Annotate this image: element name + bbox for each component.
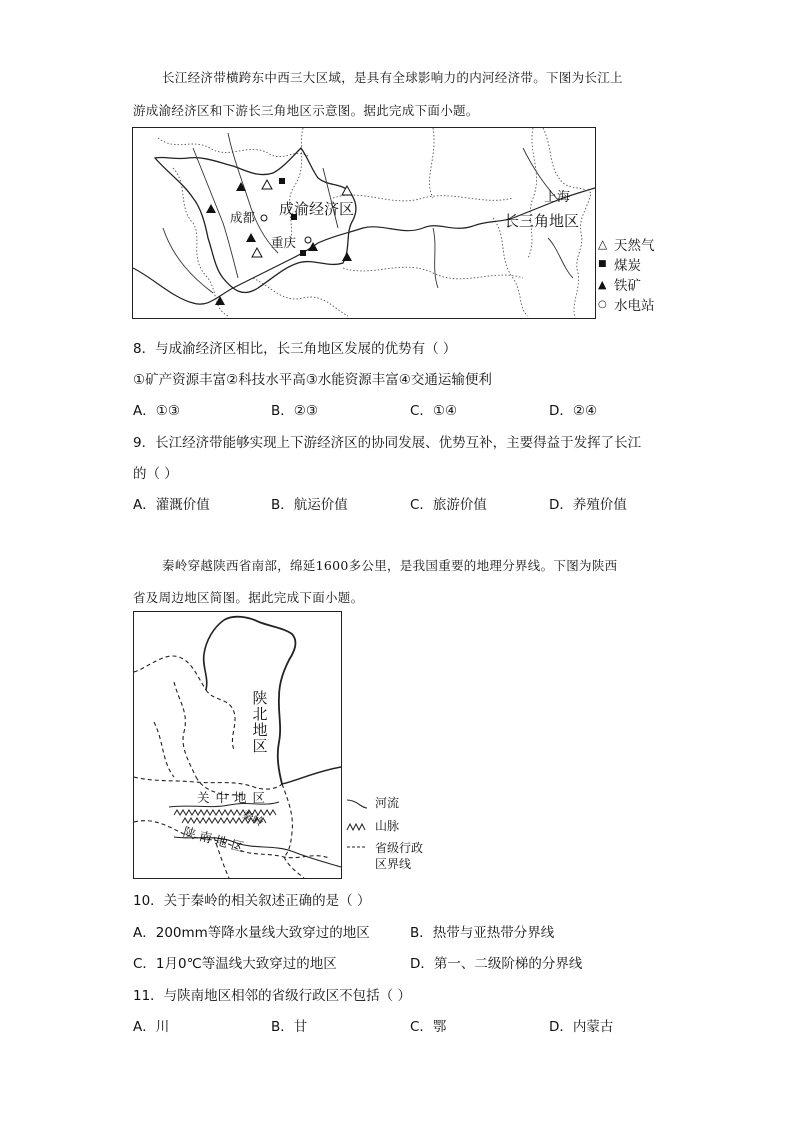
q8-items: ①矿产资源丰富②科技水平高③水能资源丰富④交通运输便利 bbox=[133, 372, 492, 388]
q8-option-d[interactable]: D．②④ bbox=[549, 403, 598, 419]
legend-river: 河流 bbox=[346, 792, 423, 813]
legend-provincial-boundary: 省级行政 区界线 bbox=[346, 840, 423, 872]
q10-stem: 10．关于秦岭的相关叙述正确的是（ ） bbox=[133, 893, 371, 909]
legend-coal: ■ 煤炭 bbox=[598, 258, 641, 274]
label-shannan: 陕南地区 bbox=[181, 823, 250, 856]
label-chongqing: 重庆 bbox=[271, 235, 297, 250]
passage1-line1: 长江经济带横跨东中西三大区域，是具有全球影响力的内河经济带。下图为长江上 bbox=[162, 70, 623, 85]
map1-legend bbox=[598, 234, 655, 314]
q10-option-d[interactable]: D．第一、二级阶梯的分界线 bbox=[410, 956, 583, 972]
mountain-icon bbox=[346, 819, 368, 833]
q10-option-a[interactable]: A．200mm等降水量线大致穿过的地区 bbox=[133, 925, 370, 941]
label-yangtze-delta: 长三角地区 bbox=[504, 212, 580, 230]
label-chengdu: 成都 bbox=[230, 210, 256, 225]
label-guanzhong: 关中地区 bbox=[197, 790, 272, 805]
q11-option-b[interactable]: B．甘 bbox=[271, 1019, 308, 1035]
passage2-line2: 省及周边地区简图。据此完成下面小题。 bbox=[133, 590, 364, 605]
q11-option-c[interactable]: C．鄂 bbox=[410, 1019, 447, 1035]
q11-option-a[interactable]: A．川 bbox=[133, 1019, 170, 1035]
map2-legend bbox=[346, 792, 423, 872]
q9-option-d[interactable]: D．养殖价值 bbox=[549, 497, 627, 513]
river-icon bbox=[346, 796, 368, 810]
iron-ore-icon: ▲ bbox=[598, 277, 607, 291]
q8-option-a[interactable]: A．①③ bbox=[133, 403, 180, 419]
q10-option-c[interactable]: C．1月0℃等温线大致穿过的地区 bbox=[133, 956, 337, 972]
label-chengyu-economic-zone: 成渝经济区 bbox=[279, 200, 355, 218]
q9-option-b[interactable]: B．航运价值 bbox=[271, 497, 348, 513]
q8-option-c[interactable]: C．①④ bbox=[410, 403, 458, 419]
coal-icon: ■ bbox=[598, 259, 607, 269]
legend-hydropower: ○ 水电站 bbox=[598, 298, 655, 314]
legend-mountain: 山脉 bbox=[346, 815, 423, 836]
q9-stem-line2: 的（ ） bbox=[133, 466, 178, 482]
legend-natural-gas: △ 天然气 bbox=[598, 237, 655, 254]
hydropower-station-icon: ○ bbox=[598, 298, 607, 310]
q9-option-a[interactable]: A．灌溉价值 bbox=[133, 497, 210, 513]
label-qinling: 秦岭 bbox=[240, 807, 266, 829]
natural-gas-icon: △ bbox=[598, 237, 608, 251]
dashed-boundary-icon bbox=[346, 840, 368, 854]
q9-option-c[interactable]: C．旅游价值 bbox=[410, 497, 487, 513]
legend-iron-ore: ▲ 铁矿 bbox=[598, 277, 641, 294]
q8-option-b[interactable]: B．②③ bbox=[271, 403, 318, 419]
q11-option-d[interactable]: D．内蒙古 bbox=[549, 1019, 614, 1035]
label-shanghai: 上海 bbox=[544, 190, 571, 205]
passage2-line1: 秦岭穿越陕西省南部，绵延1600多公里，是我国重要的地理分界线。下图为陕西 bbox=[162, 558, 618, 573]
q9-stem-line1: 9．长江经济带能够实现上下游经济区的协同发展、优势互补，主要得益于发挥了长江 bbox=[133, 435, 642, 451]
q8-stem: 8．与成渝经济区相比，长三角地区发展的优势有（ ） bbox=[133, 341, 457, 357]
q11-stem: 11．与陕南地区相邻的省级行政区不包括（ ） bbox=[133, 988, 411, 1004]
passage1-line2: 游成渝经济区和下游长三角地区示意图。据此完成下面小题。 bbox=[133, 103, 479, 118]
label-shanbei: 陕北地区 bbox=[250, 690, 269, 754]
q10-option-b[interactable]: B．热带与亚热带分界线 bbox=[410, 925, 555, 941]
shaanxi-map bbox=[133, 611, 342, 879]
yangtze-map bbox=[132, 127, 596, 319]
